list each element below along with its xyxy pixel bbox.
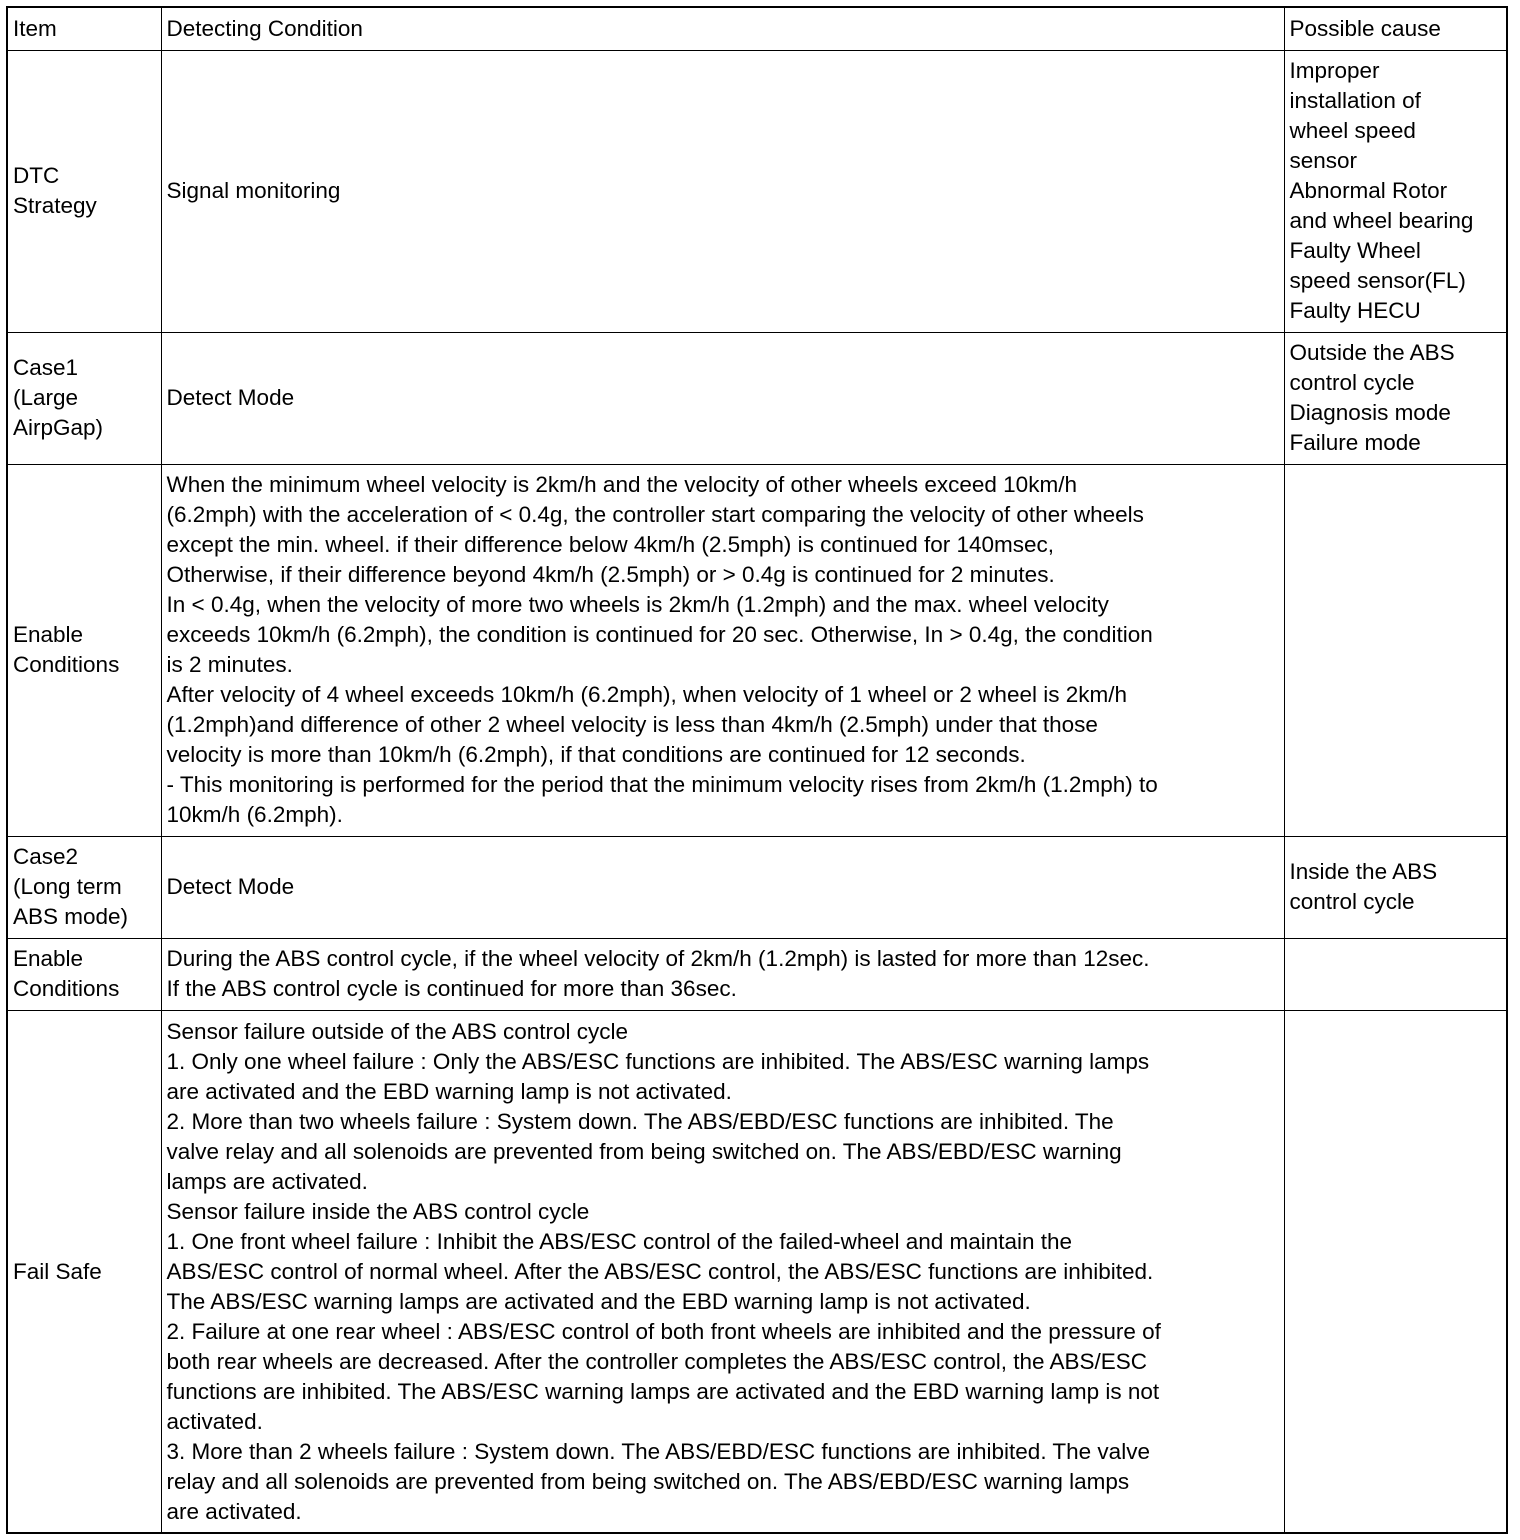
row-condition-cell <box>161 938 1284 1010</box>
text-line: Case1 <box>13 355 79 380</box>
text-line: ABS/ESC control of normal wheel. After the ABS/ESC control, the ABS/ESC functions are inhibited. <box>166 1259 1154 1285</box>
table-row <box>8 464 1506 836</box>
text-line: lamps are activated. <box>166 1169 368 1195</box>
text-line: AirpGap) <box>13 415 104 440</box>
text-line: Fail Safe <box>13 1259 102 1285</box>
table-row <box>8 50 1506 332</box>
dtc-table-container <box>6 6 1508 1534</box>
row-condition-cell <box>161 332 1284 464</box>
text-line: sensor <box>1289 148 1358 173</box>
table-row <box>8 1010 1506 1534</box>
row-item-cell <box>8 50 161 332</box>
text-line: and wheel bearing <box>1289 208 1474 233</box>
text-line: control cycle <box>1289 370 1415 395</box>
row-cause-cell <box>1284 836 1506 938</box>
text-line: valve relay and all solenoids are prevented from being switched on. The ABS/EBD/ESC warning <box>166 1139 1122 1165</box>
row-item-cell <box>8 332 161 464</box>
text-line: wheel speed <box>1289 118 1416 143</box>
text-line: 2. Failure at one rear wheel : ABS/ESC control of both front wheels are inhibited and the pressure of <box>166 1319 1161 1345</box>
text-line: 1. One front wheel failure : Inhibit the ABS/ESC control of the failed-wheel and maintain the <box>166 1229 1073 1255</box>
text-line: 2. More than two wheels failure : System down. The ABS/EBD/ESC functions are inhibited. The <box>166 1109 1114 1135</box>
text-line: both rear wheels are decreased. After the controller completes the ABS/ESC control, the ABS/ESC <box>166 1349 1148 1375</box>
text-line: Failure mode <box>1289 430 1421 455</box>
text-line: Sensor failure outside of the ABS control cycle <box>166 1019 629 1045</box>
text-line: The ABS/ESC warning lamps are activated and the EBD warning lamp is not activated. <box>166 1289 1031 1315</box>
text-line: Diagnosis mode <box>1289 400 1451 425</box>
text-line: 1. Only one wheel failure : Only the ABS/ESC functions are inhibited. The ABS/ESC warning lamps <box>166 1049 1150 1075</box>
text-line: (1.2mph)and difference of other 2 wheel velocity is less than 4km/h (2.5mph) under that those <box>166 712 1098 737</box>
text-line: control cycle <box>1289 889 1415 914</box>
text-line: Signal monitoring <box>166 178 341 203</box>
row-cause-cell <box>1284 50 1506 332</box>
text-line: After velocity of 4 wheel exceeds 10km/h (6.2mph), when velocity of 1 wheel or 2 wheel is 2km/h <box>166 682 1127 707</box>
row-condition-cell <box>161 1010 1284 1534</box>
text-line: relay and all solenoids are prevented from being switched on. The ABS/EBD/ESC warning lamps <box>166 1469 1130 1495</box>
text-line: 3. More than 2 wheels failure : System down. The ABS/EBD/ESC functions are inhibited. The valve <box>166 1439 1150 1465</box>
text-line: Improper <box>1289 58 1380 83</box>
row-item-cell <box>8 938 161 1010</box>
text-line: installation of <box>1289 88 1421 113</box>
text-line: Conditions <box>13 652 120 677</box>
row-condition-cell <box>161 464 1284 836</box>
dtc-table <box>8 8 1506 1534</box>
row-condition-cell <box>161 836 1284 938</box>
text-line: Faulty Wheel <box>1289 238 1421 263</box>
row-item-cell <box>8 464 161 836</box>
text-line: DTC <box>13 163 60 188</box>
text-line: Conditions <box>13 976 120 1001</box>
text-line: Inside the ABS <box>1289 859 1438 884</box>
text-line: exceeds 10km/h (6.2mph), the condition is continued for 20 sec. Otherwise, In > 0.4g, the condition <box>166 622 1153 647</box>
text-line: Outside the ABS <box>1289 340 1455 365</box>
text-line: (Large <box>13 385 79 410</box>
text-line: Enable <box>13 622 84 647</box>
text-line: Detect Mode <box>166 385 295 410</box>
text-line: are activated and the EBD warning lamp is not activated. <box>166 1079 732 1105</box>
text-line: functions are inhibited. The ABS/ESC warning lamps are activated and the EBD warning lamp is not <box>166 1379 1160 1405</box>
text-line: Enable <box>13 946 84 971</box>
row-cause-cell <box>1284 464 1506 836</box>
text-line: Abnormal Rotor <box>1289 178 1448 203</box>
text-line: (Long term <box>13 874 122 899</box>
header-possible-cause: Possible cause <box>1284 8 1506 50</box>
text-line: are activated. <box>166 1499 302 1525</box>
table-row <box>8 938 1506 1010</box>
row-condition-cell <box>161 50 1284 332</box>
text-line: Strategy <box>13 193 97 218</box>
table-row <box>8 332 1506 464</box>
text-line: ABS mode) <box>13 904 129 929</box>
table-header-row <box>8 8 1506 50</box>
text-line: Otherwise, if their difference beyond 4km/h (2.5mph) or > 0.4g is continued for 2 minutes. <box>166 562 1055 587</box>
header-item: Item <box>8 8 161 50</box>
text-line: If the ABS control cycle is continued for more than 36sec. <box>166 976 737 1001</box>
text-line: Case2 <box>13 844 79 869</box>
row-cause-cell <box>1284 938 1506 1010</box>
text-line: 10km/h (6.2mph). <box>166 802 343 827</box>
text-line: Sensor failure inside the ABS control cycle <box>166 1199 590 1225</box>
text-line: During the ABS control cycle, if the wheel velocity of 2km/h (1.2mph) is lasted for more than 12sec. <box>166 946 1150 971</box>
text-line: is 2 minutes. <box>166 652 293 677</box>
text-line: velocity is more than 10km/h (6.2mph), if that conditions are continued for 12 seconds. <box>166 742 1026 767</box>
text-line: Faulty HECU <box>1289 298 1421 323</box>
text-line: Detect Mode <box>166 874 295 899</box>
text-line: (6.2mph) with the acceleration of < 0.4g, the controller start comparing the velocity of other wheels <box>166 502 1144 527</box>
row-cause-cell <box>1284 1010 1506 1534</box>
row-item-cell <box>8 836 161 938</box>
text-line: speed sensor(FL) <box>1289 268 1466 293</box>
text-line: In < 0.4g, when the velocity of more two wheels is 2km/h (1.2mph) and the max. wheel velocity <box>166 592 1109 617</box>
text-line: When the minimum wheel velocity is 2km/h and the velocity of other wheels exceed 10km/h <box>166 472 1077 497</box>
text-line: except the min. wheel. if their difference below 4km/h (2.5mph) is continued for 140msec, <box>166 532 1055 557</box>
row-cause-cell <box>1284 332 1506 464</box>
header-detecting-condition: Detecting Condition <box>161 8 1284 50</box>
text-line: activated. <box>166 1409 263 1435</box>
text-line: - This monitoring is performed for the period that the minimum velocity rises from 2km/h (1.2mph) to <box>166 772 1158 797</box>
table-row <box>8 836 1506 938</box>
row-item-cell <box>8 1010 161 1534</box>
